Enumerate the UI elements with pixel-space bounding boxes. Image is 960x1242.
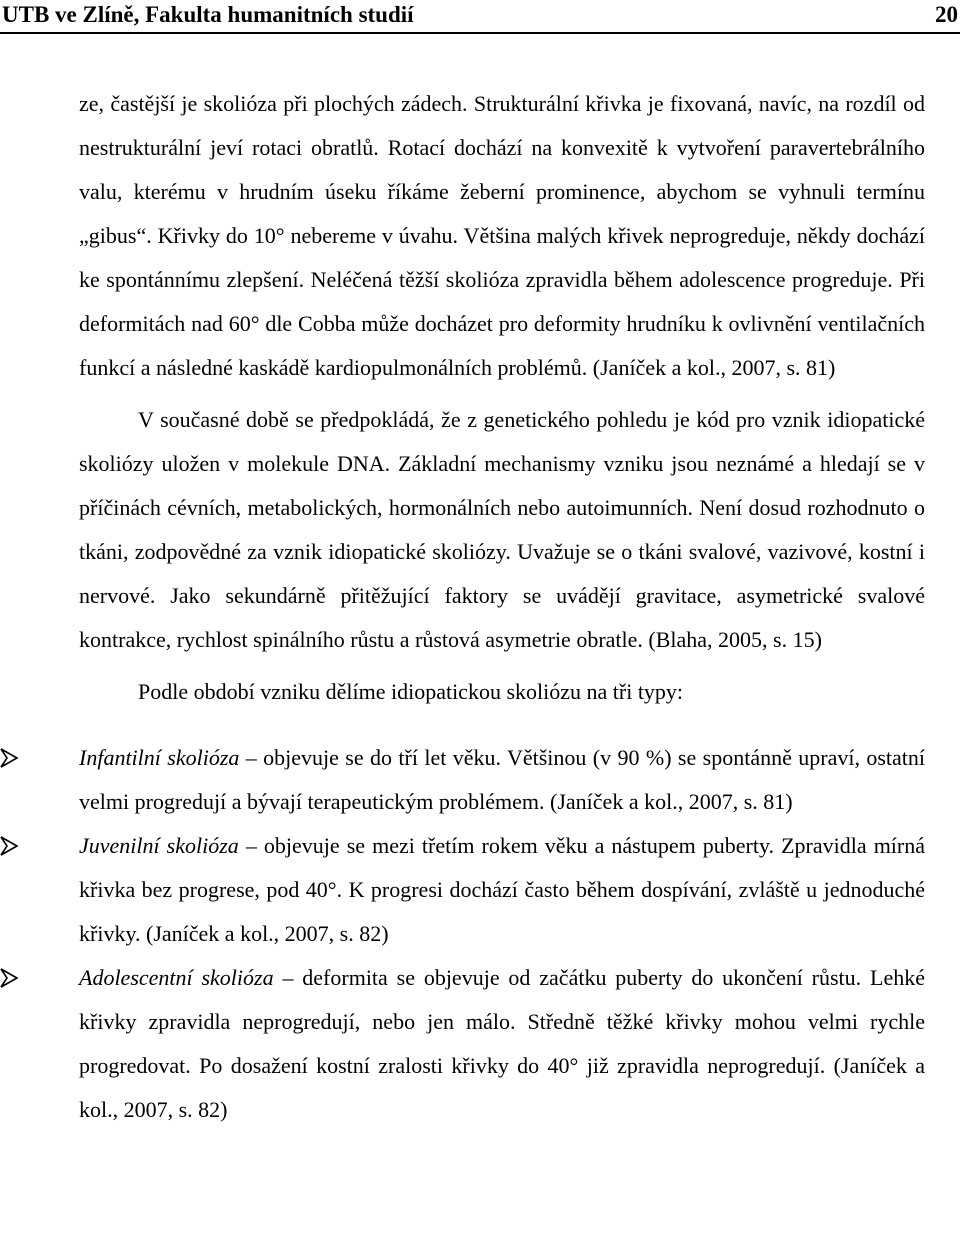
type-description: – objevuje se do tří let věku. Většinou (v 90 %) se spontánně upraví, ostatní velmi progredují a bývají terapeutickým problémem. (Janíček a kol., 2007, s. 81) (79, 745, 925, 814)
running-header (0, 0, 960, 34)
type-term: Adolescentní skolióza (79, 965, 274, 990)
list-item (79, 736, 925, 824)
list-item (79, 956, 925, 1132)
type-description: – objevuje se mezi třetím rokem věku a nástupem puberty. Zpravidla mírná křivka bez progrese, pod 40°. K progresi dochází často během dospívání, zvláště u jednoduché křivky. (Janíček a kol., 2007, s. 82) (79, 833, 926, 946)
arrowhead-bullet-icon (0, 968, 18, 988)
arrowhead-bullet-icon (0, 748, 18, 768)
page-body (79, 82, 925, 1132)
paragraph-genetics: V současné době se předpokládá, že z genetického pohledu je kód pro vznik idiopatické skoliózy uložen v molekule DNA. Základní mechanismy vzniku jsou neznámé a hledají se v příčinách cévních, metabolických, hormonálních nebo autoimunních. Není dosud rozhodnuto o tkáni, zodpovědné za vznik idiopatické skoliózy. Uvažuje se o tkáni svalové, vazivové, kostní i nervové. Jako sekundárně přitěžující faktory se uvádějí gravitace, asymetrické svalové kontrakce, rychlost spinálního růstu a růstová asymetrie obratle. (Blaha, 2005, s. 15) (79, 407, 925, 652)
arrowhead-bullet-icon (0, 836, 18, 856)
type-term: Juvenilní skolióza (79, 833, 239, 858)
type-description: – deformita se objevuje od začátku puberty do ukončení růstu. Lehké křivky zpravidla neprogredují, nebo jen málo. Středně těžké křivky mohou velmi rychle progredovat. Po dosažení kostní zralosti křivky do 40° již zpravidla neprogredují. (Janíček a kol., 2007, s. 82) (79, 965, 925, 1122)
document-title: UTB ve Zlíně, Fakulta humanitních studií (2, 2, 414, 27)
paragraph-continuation: ze, častější je skolióza při plochých zádech. Strukturální křivka je fixovaná, navíc, na rozdíl od nestrukturální jeví rotaci obratlů. Rotací dochází na konvexitě k vytvoření paravertebrálního valu, kterému v hrudním úseku říkáme žeberní prominence, abychom se vyhnuli termínu „gibus“. Křivky do 10° nebereme v úvahu. Většina malých křivek neprogreduje, někdy dochází ke spontánnímu zlepšení. Neléčená těžší skolióza zpravidla během adolescence progreduje. Při deformitách nad 60° dle Cobba může docházet pro deformity hrudníku k ovlivnění ventilačních funkcí a následné kaskádě kardiopulmonálních problémů. (Janíček a kol., 2007, s. 81) (79, 91, 925, 380)
list-item (79, 824, 925, 956)
scoliosis-types-list (79, 736, 925, 1132)
page-number: 20 (935, 2, 958, 27)
list-intro: Podle období vzniku dělíme idiopatickou skoliózu na tři typy: (138, 679, 684, 704)
type-term: Infantilní skolióza (79, 745, 240, 770)
